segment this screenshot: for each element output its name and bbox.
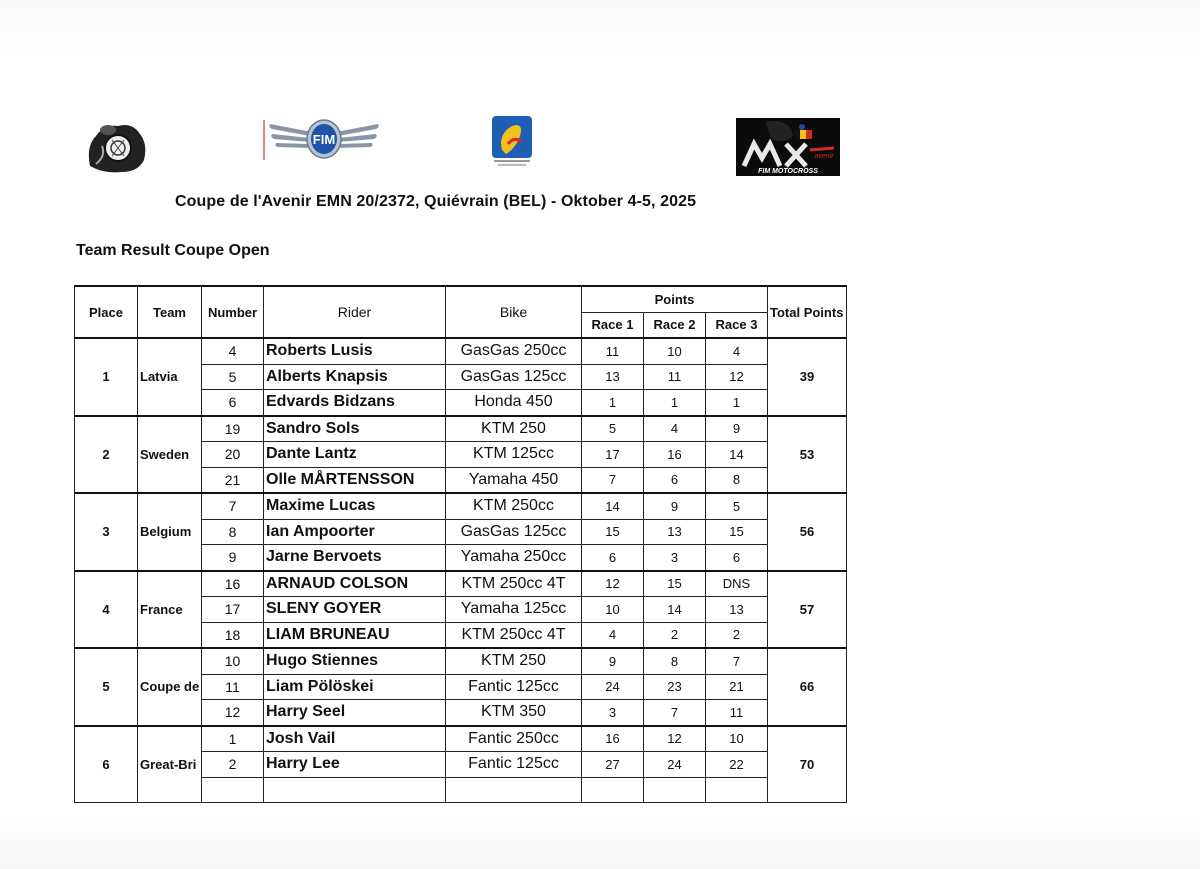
team-cell: Latvia <box>138 338 202 416</box>
number-cell: 16 <box>202 571 264 597</box>
race2-cell: 11 <box>644 364 706 390</box>
team-cell: France <box>138 571 202 649</box>
header-rider: Rider <box>264 286 446 338</box>
number-cell: 5 <box>202 364 264 390</box>
belgian-federation-logo <box>488 114 536 168</box>
race2-cell: 3 <box>644 545 706 571</box>
number-cell: 4 <box>202 338 264 364</box>
number-cell: 19 <box>202 416 264 442</box>
rider-cell: Jarne Bervoets <box>264 545 446 571</box>
race1-cell: 9 <box>582 648 644 674</box>
header-race-3: Race 3 <box>706 312 768 338</box>
svg-text:FIM: FIM <box>312 132 336 147</box>
race3-cell: 14 <box>706 442 768 468</box>
rider-cell <box>264 777 446 803</box>
race3-cell: 11 <box>706 700 768 726</box>
race1-cell: 7 <box>582 467 644 493</box>
bike-cell: KTM 250 <box>446 648 582 674</box>
race3-cell: 5 <box>706 493 768 519</box>
total-cell: 39 <box>768 338 847 416</box>
rider-cell: Josh Vail <box>264 726 446 752</box>
table-row <box>75 338 847 364</box>
rider-cell: Edvards Bidzans <box>264 390 446 416</box>
race2-cell: 13 <box>644 519 706 545</box>
results-table <box>74 285 847 803</box>
bike-cell: Yamaha 450 <box>446 467 582 493</box>
race1-cell <box>582 777 644 803</box>
race1-cell: 3 <box>582 700 644 726</box>
race1-cell: 4 <box>582 622 644 648</box>
race3-cell: 4 <box>706 338 768 364</box>
document-subtitle: Team Result Coupe Open <box>76 242 270 259</box>
race2-cell: 1 <box>644 390 706 416</box>
bike-cell: GasGas 250cc <box>446 338 582 364</box>
race3-cell: 6 <box>706 545 768 571</box>
rider-cell: Liam Pölöskei <box>264 674 446 700</box>
bike-cell: KTM 250 <box>446 416 582 442</box>
bike-cell: Fantic 125cc <box>446 752 582 778</box>
rider-cell: Ian Ampoorter <box>264 519 446 545</box>
number-cell: 1 <box>202 726 264 752</box>
total-cell: 66 <box>768 648 847 726</box>
bike-cell: Yamaha 250cc <box>446 545 582 571</box>
race3-cell: 9 <box>706 416 768 442</box>
total-cell: 53 <box>768 416 847 494</box>
race2-cell: 8 <box>644 648 706 674</box>
race1-cell: 24 <box>582 674 644 700</box>
race1-cell: 1 <box>582 390 644 416</box>
bike-cell: Honda 450 <box>446 390 582 416</box>
mx-avenir-logo <box>736 118 840 176</box>
number-cell: 20 <box>202 442 264 468</box>
team-cell: Sweden <box>138 416 202 494</box>
table-row <box>75 416 847 442</box>
total-cell: 57 <box>768 571 847 649</box>
svg-text:avenir: avenir <box>814 153 834 160</box>
race2-cell: 12 <box>644 726 706 752</box>
race1-cell: 10 <box>582 597 644 623</box>
results-table-container <box>74 285 848 773</box>
race2-cell: 24 <box>644 752 706 778</box>
header-points: Points <box>582 286 768 312</box>
race1-cell: 27 <box>582 752 644 778</box>
number-cell: 7 <box>202 493 264 519</box>
header-place: Place <box>75 286 138 338</box>
bike-cell: Fantic 250cc <box>446 726 582 752</box>
header-race-2: Race 2 <box>644 312 706 338</box>
race1-cell: 12 <box>582 571 644 597</box>
bike-cell: KTM 250cc <box>446 493 582 519</box>
bike-cell: GasGas 125cc <box>446 519 582 545</box>
race1-cell: 17 <box>582 442 644 468</box>
race2-cell: 16 <box>644 442 706 468</box>
race2-cell: 14 <box>644 597 706 623</box>
fim-logo <box>262 114 386 166</box>
number-cell: 11 <box>202 674 264 700</box>
rider-cell: Harry Seel <box>264 700 446 726</box>
race1-cell: 15 <box>582 519 644 545</box>
race3-cell: 12 <box>706 364 768 390</box>
race3-cell: 10 <box>706 726 768 752</box>
bike-cell: KTM 350 <box>446 700 582 726</box>
race2-cell <box>644 777 706 803</box>
results-body <box>75 338 847 803</box>
number-cell: 21 <box>202 467 264 493</box>
rider-cell: ARNAUD COLSON <box>264 571 446 597</box>
race3-cell: 15 <box>706 519 768 545</box>
rider-cell: Roberts Lusis <box>264 338 446 364</box>
rider-cell: SLENY GOYER <box>264 597 446 623</box>
place-cell: 3 <box>75 493 138 571</box>
bike-cell: Yamaha 125cc <box>446 597 582 623</box>
race3-cell <box>706 777 768 803</box>
race3-cell: 1 <box>706 390 768 416</box>
header-team: Team <box>138 286 202 338</box>
team-cell: Belgium <box>138 493 202 571</box>
table-row <box>75 493 847 519</box>
place-cell: 1 <box>75 338 138 416</box>
number-cell: 12 <box>202 700 264 726</box>
number-cell <box>202 777 264 803</box>
race2-cell: 4 <box>644 416 706 442</box>
rider-cell: Alberts Knapsis <box>264 364 446 390</box>
number-cell: 9 <box>202 545 264 571</box>
number-cell: 8 <box>202 519 264 545</box>
race3-cell: 7 <box>706 648 768 674</box>
bike-cell: GasGas 125cc <box>446 364 582 390</box>
rider-cell: Olle MÅRTENSSON <box>264 467 446 493</box>
bike-cell: KTM 250cc 4T <box>446 571 582 597</box>
number-cell: 6 <box>202 390 264 416</box>
race2-cell: 6 <box>644 467 706 493</box>
header-race-1: Race 1 <box>582 312 644 338</box>
race3-cell: 8 <box>706 467 768 493</box>
number-cell: 18 <box>202 622 264 648</box>
team-cell: Coupe de <box>138 648 202 726</box>
place-cell: 5 <box>75 648 138 726</box>
table-row <box>75 726 847 752</box>
total-cell: 70 <box>768 726 847 803</box>
race1-cell: 5 <box>582 416 644 442</box>
race2-cell: 9 <box>644 493 706 519</box>
photo-logo <box>82 116 152 176</box>
race1-cell: 11 <box>582 338 644 364</box>
team-cell: Great-Bri <box>138 726 202 803</box>
race3-cell: 21 <box>706 674 768 700</box>
race1-cell: 14 <box>582 493 644 519</box>
rider-cell: Maxime Lucas <box>264 493 446 519</box>
race3-cell: 2 <box>706 622 768 648</box>
rider-cell: Sandro Sols <box>264 416 446 442</box>
race2-cell: 7 <box>644 700 706 726</box>
race3-cell: 22 <box>706 752 768 778</box>
bike-cell: KTM 125cc <box>446 442 582 468</box>
table-row <box>75 571 847 597</box>
race2-cell: 23 <box>644 674 706 700</box>
place-cell: 4 <box>75 571 138 649</box>
race1-cell: 13 <box>582 364 644 390</box>
rider-cell: LIAM BRUNEAU <box>264 622 446 648</box>
number-cell: 10 <box>202 648 264 674</box>
total-cell: 56 <box>768 493 847 571</box>
header-total-points: Total Points <box>768 286 847 338</box>
number-cell: 2 <box>202 752 264 778</box>
header-number: Number <box>202 286 264 338</box>
race2-cell: 2 <box>644 622 706 648</box>
place-cell: 6 <box>75 726 138 803</box>
race2-cell: 15 <box>644 571 706 597</box>
race1-cell: 6 <box>582 545 644 571</box>
header-bike: Bike <box>446 286 582 338</box>
bike-cell: Fantic 125cc <box>446 674 582 700</box>
document-title: Coupe de l'Avenir EMN 20/2372, Quiévrain (BEL) - Oktober 4-5, 2025 <box>175 193 697 210</box>
svg-text:FIM MOTOCROSS: FIM MOTOCROSS <box>758 168 818 175</box>
bike-cell <box>446 777 582 803</box>
place-cell: 2 <box>75 416 138 494</box>
race2-cell: 10 <box>644 338 706 364</box>
race3-cell: 13 <box>706 597 768 623</box>
rider-cell: Dante Lantz <box>264 442 446 468</box>
race3-cell: DNS <box>706 571 768 597</box>
table-row <box>75 648 847 674</box>
rider-cell: Harry Lee <box>264 752 446 778</box>
rider-cell: Hugo Stiennes <box>264 648 446 674</box>
bike-cell: KTM 250cc 4T <box>446 622 582 648</box>
number-cell: 17 <box>202 597 264 623</box>
race1-cell: 16 <box>582 726 644 752</box>
